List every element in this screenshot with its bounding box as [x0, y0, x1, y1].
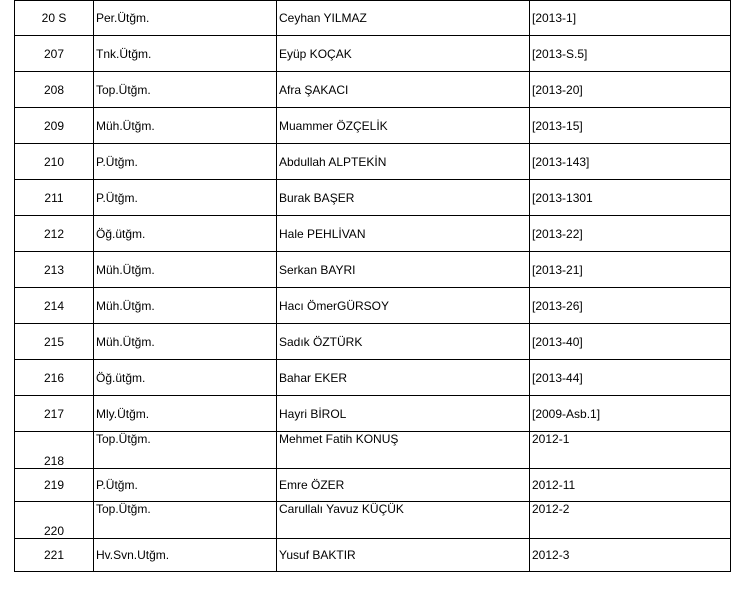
table-row: [15, 144, 731, 180]
name-cell: Serkan BAYRI: [277, 252, 530, 288]
code-cell: [2013-1]: [530, 1, 731, 36]
row-number-cell: 220: [15, 502, 94, 539]
name-cell: Eyüp KOÇAK: [277, 36, 530, 72]
rank-cell: Müh.Ütğm.: [94, 252, 277, 288]
row-number-cell: 215: [15, 324, 94, 360]
row-number-cell: 212: [15, 216, 94, 252]
code-cell: [2013-44]: [530, 360, 731, 396]
code-cell: [2013-15]: [530, 108, 731, 144]
row-number-cell: 208: [15, 72, 94, 108]
row-number-cell: 218: [15, 432, 94, 469]
rank-cell: Hv.Svn.Utğm.: [94, 539, 277, 572]
table-row: [15, 108, 731, 144]
code-cell: [2013-21]: [530, 252, 731, 288]
table-row: [15, 469, 731, 502]
name-cell: Sadık ÖZTÜRK: [277, 324, 530, 360]
personnel-table: [14, 0, 731, 572]
row-number-cell: 219: [15, 469, 94, 502]
code-cell: 2012-2: [530, 502, 731, 539]
rank-cell: P.Ütğm.: [94, 469, 277, 502]
code-cell: [2013-40]: [530, 324, 731, 360]
rank-cell: Müh.Ütğm.: [94, 288, 277, 324]
rank-cell: Öğ.ütğm.: [94, 216, 277, 252]
name-cell: Hale PEHLİVAN: [277, 216, 530, 252]
row-number-cell: 214: [15, 288, 94, 324]
rank-cell: Top.Ütğm.: [94, 432, 277, 469]
rank-cell: Müh.Ütğm.: [94, 324, 277, 360]
table-row: [15, 252, 731, 288]
row-number-cell: 207: [15, 36, 94, 72]
code-cell: [2013-1301: [530, 180, 731, 216]
name-cell: Afra ŞAKACI: [277, 72, 530, 108]
code-cell: [2013-S.5]: [530, 36, 731, 72]
rank-cell: Top.Ütğm.: [94, 72, 277, 108]
row-number-cell: 211: [15, 180, 94, 216]
table-row: [15, 36, 731, 72]
code-cell: [2009-Asb.1]: [530, 396, 731, 432]
rank-cell: Öğ.ütğm.: [94, 360, 277, 396]
name-cell: Bahar EKER: [277, 360, 530, 396]
row-number-cell: 216: [15, 360, 94, 396]
rank-cell: P.Ütğm.: [94, 180, 277, 216]
code-cell: [2013-26]: [530, 288, 731, 324]
code-cell: [2013-22]: [530, 216, 731, 252]
table-row: [15, 396, 731, 432]
name-cell: Yusuf BAKTIR: [277, 539, 530, 572]
name-cell: Abdullah ALPTEKİN: [277, 144, 530, 180]
name-cell: Carullalı Yavuz KÜÇÜK: [277, 502, 530, 539]
table-row: [15, 539, 731, 572]
table-row: [15, 180, 731, 216]
name-cell: Ceyhan YILMAZ: [277, 1, 530, 36]
code-cell: [2013-20]: [530, 72, 731, 108]
rank-cell: Mly.Ütğm.: [94, 396, 277, 432]
name-cell: Hayri BİROL: [277, 396, 530, 432]
personnel-table-body: [15, 1, 731, 572]
name-cell: Emre ÖZER: [277, 469, 530, 502]
table-row: [15, 324, 731, 360]
name-cell: Burak BAŞER: [277, 180, 530, 216]
row-number-cell: 217: [15, 396, 94, 432]
code-cell: 2012-1: [530, 432, 731, 469]
rank-cell: Top.Ütğm.: [94, 502, 277, 539]
name-cell: Muammer ÖZÇELİK: [277, 108, 530, 144]
table-row: [15, 72, 731, 108]
table-row: [15, 432, 731, 469]
rank-cell: Per.Ütğm.: [94, 1, 277, 36]
table-row: [15, 1, 731, 36]
rank-cell: P.Ütğm.: [94, 144, 277, 180]
rank-cell: Müh.Ütğm.: [94, 108, 277, 144]
code-cell: 2012-3: [530, 539, 731, 572]
table-row: [15, 360, 731, 396]
name-cell: Hacı ÖmerGÜRSOY: [277, 288, 530, 324]
row-number-cell: 221: [15, 539, 94, 572]
table-row: [15, 502, 731, 539]
name-cell: Mehmet Fatih KONUŞ: [277, 432, 530, 469]
row-number-cell: 20 S: [15, 1, 94, 36]
table-row: [15, 288, 731, 324]
row-number-cell: 209: [15, 108, 94, 144]
code-cell: [2013-143]: [530, 144, 731, 180]
table-row: [15, 216, 731, 252]
row-number-cell: 213: [15, 252, 94, 288]
row-number-cell: 210: [15, 144, 94, 180]
code-cell: 2012-11: [530, 469, 731, 502]
rank-cell: Tnk.Ütğm.: [94, 36, 277, 72]
